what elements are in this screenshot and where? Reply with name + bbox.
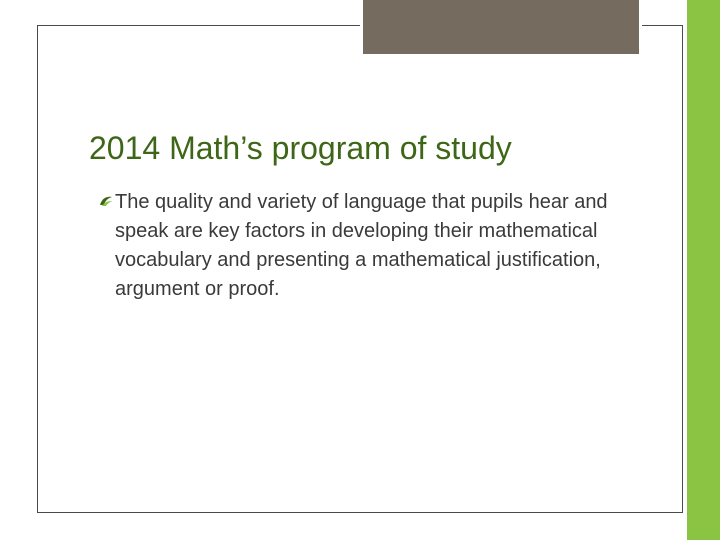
slide-title: 2014 Math’s program of study — [89, 130, 512, 166]
bullet-text: The quality and variety of language that pupils hear and speak are key factors in developing their mathematical vocabulary and presenting a mathematical justification, argument or proof. — [115, 191, 608, 300]
accent-sidebar — [685, 0, 720, 540]
header-accent-block — [360, 0, 642, 57]
curly-bullet-icon — [98, 194, 114, 208]
